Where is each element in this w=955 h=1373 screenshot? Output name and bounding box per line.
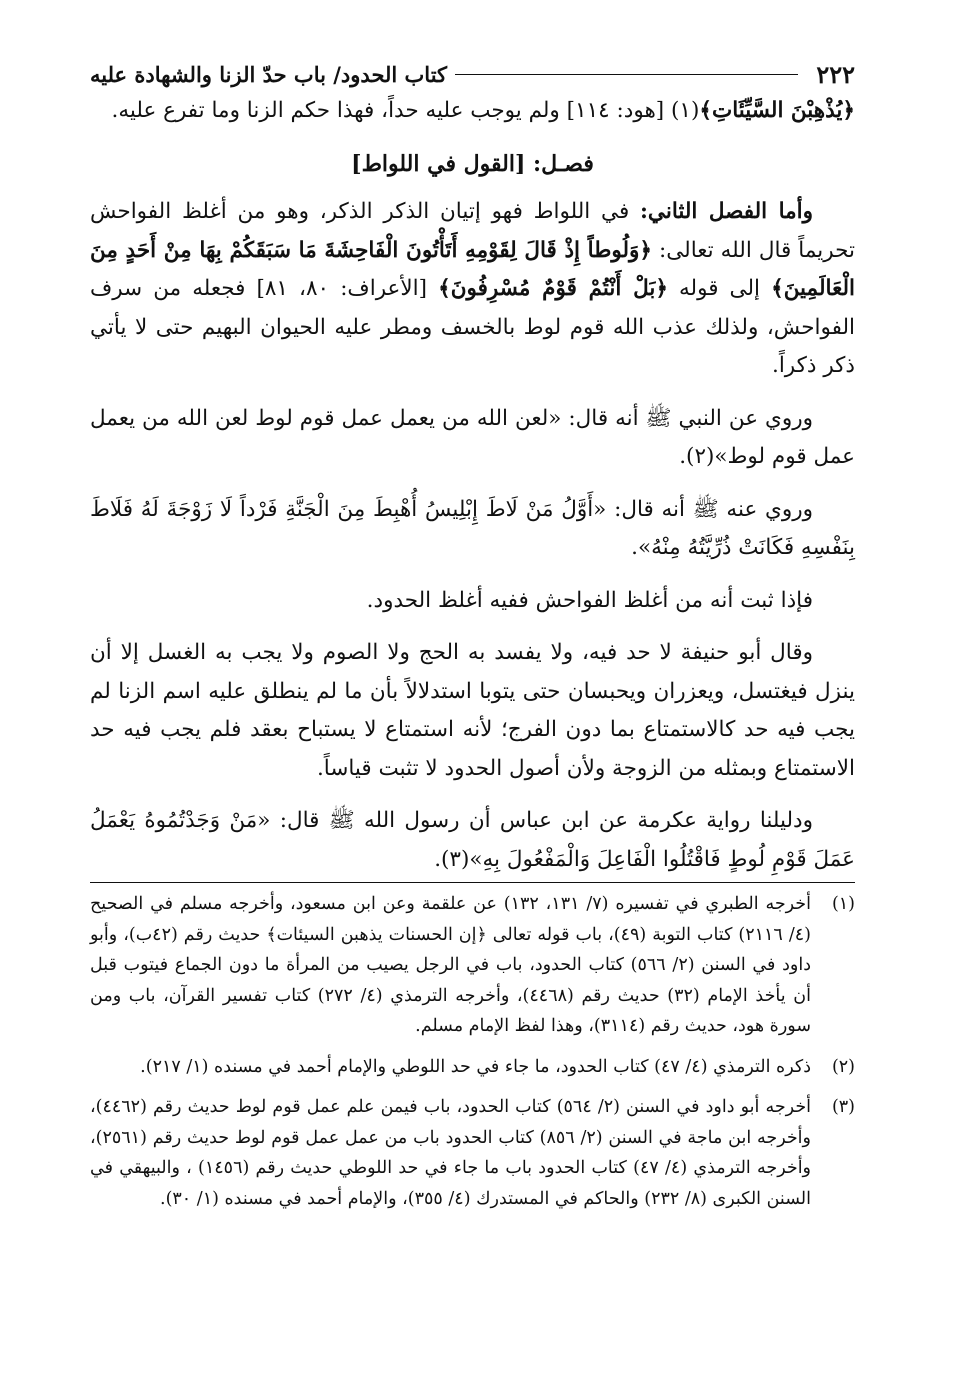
paragraph-text: (١) [هود: ١١٤] ولم يوجب عليه حداً، فهذا حكم الزنا وما تفرع عليه. (111, 98, 700, 123)
footnote-text: ذكره الترمذي (٤/ ٤٧) كتاب الحدود، ما جاء في حد اللوطي والإمام أحمد في مسنده (١/ ٢١٧). (140, 1056, 811, 1077)
paragraph-text: إلى قوله (667, 276, 772, 301)
paragraph-text: (٣). (434, 846, 470, 872)
footnote-number: (٣) (831, 1097, 855, 1117)
footnote (90, 889, 855, 1042)
paragraph-text: ودليلنا رواية عكرمة عن ابن عباس أن رسول الله ﷺ قال: (270, 808, 813, 833)
section-title: فصـل: [القول في اللواط] (351, 150, 594, 177)
footnotes (90, 882, 855, 1224)
footnote-number: (١) (831, 894, 855, 914)
paragraph-6 (90, 802, 855, 879)
footnote (90, 1092, 855, 1214)
quran-verse: ﴿وَلُوطاً إِذْ قَالَ لِقَوْمِهِ أَتَأْتُونَ الْفَاحِشَةَ مَا سَبَقَكُمْ بِهَا مِنْ أَحَدٍ مِنَ الْعَالَمِينَ﴾ (90, 237, 855, 301)
hadith-quote: «مَنْ وَجَدْتُمُوهُ يَعْمَلُ عَمَلَ قَوْمِ لُوطٍ فَاقْتُلُوا الْفَاعِلَ وَالْمَفْعُولَ بِهِ» (90, 808, 855, 872)
footnote (90, 1052, 855, 1083)
quran-verse: ﴿بَلْ أَنْتُمْ قَوْمٌ مُسْرِفُونَ﴾ (438, 276, 668, 301)
quran-verse: ﴿يُذْهِبْنَ السَّيِّئَاتِ﴾ (699, 98, 855, 123)
paragraph-text: [الأعراف: ٨٠، ٨١] فجعله من سرف الفواحش، ولذلك عذب الله قوم لوط بالخسف ومطر عليه الحيوان البهيم حتى لا يأتي ذكر ذكراً. (90, 276, 855, 378)
header-rule (455, 74, 798, 75)
paragraph-0 (90, 92, 855, 131)
paragraph-5: وقال أبو حنيفة لا حد فيه، ولا يفسد به الحج ولا الصوم ولا يجب به الغسل إلا أن ينزل فيغتسل، ويعزران ويحبسان حتى يتوبا استدلالاً بأن ما لم ينطلق عليه اسم الزنا لم يجب فيه حد كالاستمتاع بما دون الفرج؛ لأنه استمتاع لا يستباح بعقد فلم يجب فيه حد الاستمتاع وبمثله من الزوجة ولأن أصول الحدود لا تثبت قياساً. (90, 640, 855, 781)
paragraph-2: وروي عن النبي ﷺ أنه قال: «لعن الله من يعمل عمل قوم لوط لعن الله من يعمل عمل قوم لوط»(٢). (90, 405, 855, 469)
page-header (90, 56, 855, 92)
footnote-text: أخرجه أبو داود في السنن (٢/ ٥٦٤) كتاب الحدود، باب فيمن علم عمل قوم لوط حديث رقم (٤٤٦٢)، وأخرجه ابن ماجة في السنن (٢/ ٨٥٦) كتاب الحدود باب من عمل عمل قوم لوط حديث رقم (٢٥٦١)، وأخرجه الترمذي (٤/ ٤٧) كتاب الحدود باب ما جاء في حد اللوطي حديث رقم (١٤٥٦) ، والبيهقي في السنن الكبرى (٨/ ٢٣٢) والحاكم في المستدرك (٤/ ٣٥٥)، والإمام أحمد في مسنده (١/ ٣٠). (90, 1097, 812, 1209)
footnote-number: (٢) (831, 1056, 855, 1077)
footnote-text: أخرجه الطبري في تفسيره (٧/ ١٣١، ١٣٢) عن علقمة وعن ابن مسعود، وأخرجه مسلم في الصحيح (٤/ ٢١١٦) كتاب التوبة (٤٩)، باب قوله تعالى ﴿إن الحسنات يذهبن السيئات﴾ حديث رقم (٤٢ب)، وأبو داود في السنن (٢/ ٥٦٦) كتاب الحدود، باب في الرجل يصيب من المرأة ما دون الجماع فيتوب قبل أن يأخذ الإمام (٣٢) حديث رقم (٤٤٦٨)، وأخرجه الترمذي (٤/ ٢٧٢) كتاب تفسير القرآن، باب ومن سورة هود، حديث رقم (٣١١٤)، وهذا لفظ الإمام مسلم. (90, 894, 811, 1036)
main-text (90, 92, 855, 893)
paragraph-text: في اللواط فهو إتيان الذكر الذكر، وهو من أغلظ الفواحش تحريماً قال الله تعالى: (90, 199, 855, 263)
paragraph-1 (90, 193, 855, 386)
paragraph-lead: وأما الفصل الثاني: (640, 199, 813, 224)
page-number: ٢٢٢ (816, 59, 855, 89)
paragraph-3: وروي عنه ﷺ أنه قال: «أَوَّلُ مَنْ لَاطَ إِبْلِيسُ أُهْبِطَ مِنَ الْجَنَّةِ فَرْداً لَا زَوْجَةَ لَهُ فَلَاطَ بِنَفْسِهِ فَكَانَتْ ذُرِّيَّتُهُ مِنْهُ». (90, 496, 855, 560)
running-title: كتاب الحدود/ باب حدّ الزنا والشهادة عليه (90, 61, 448, 87)
paragraph-4: فإذا ثبت أنه من أغلظ الفواحش ففيه أغلظ الحدود. (366, 587, 813, 613)
